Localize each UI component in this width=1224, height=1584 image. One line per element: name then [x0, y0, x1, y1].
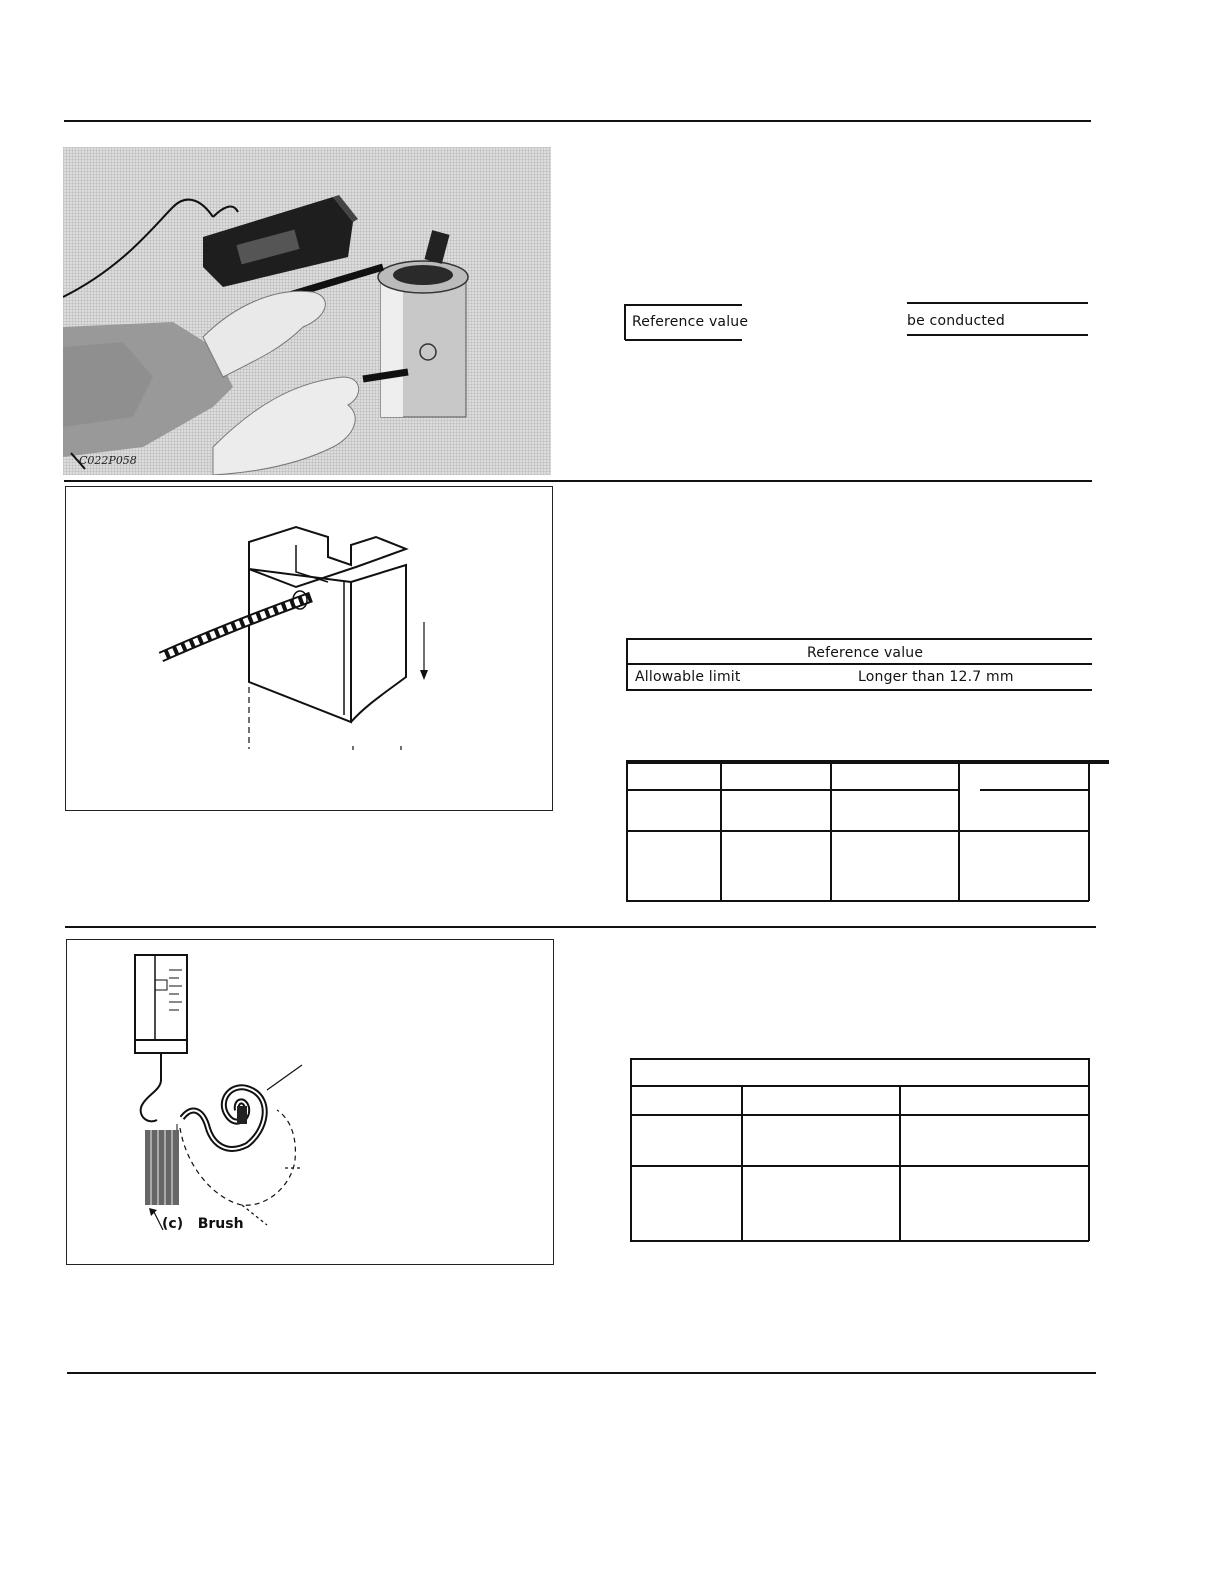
mid-rule-2	[65, 926, 1096, 928]
s1-table-left-edge	[624, 304, 626, 340]
photo-caption: C022P058	[79, 454, 137, 467]
s2-table-bottom	[626, 689, 1092, 691]
figure-brush-length	[65, 486, 553, 811]
spring-tension-diagram	[67, 940, 553, 1264]
s1-table-top-right	[907, 302, 1088, 304]
mid-rule-1	[64, 480, 1092, 482]
figure-photo-tester	[63, 147, 551, 475]
figure-spring-tension	[66, 939, 554, 1265]
s2-table-middle	[626, 663, 1092, 665]
s1-reference-value-text: be conducted	[907, 313, 1005, 329]
s2-table-top	[626, 638, 1092, 640]
s2-allowable-limit-value: Longer than 12.7 mm	[858, 669, 1014, 685]
photo-illustration	[63, 147, 551, 475]
s1-reference-value-label: Reference value	[632, 314, 749, 330]
brush-length-diagram	[66, 487, 552, 810]
top-rule	[64, 120, 1091, 122]
s1-table-bottom-right	[907, 334, 1088, 336]
s2-table-left-edge	[626, 638, 628, 690]
bottom-rule	[67, 1372, 1096, 1374]
s2-reference-value-header: Reference value	[807, 645, 924, 661]
s1-table-top-left	[625, 304, 742, 306]
s1-table-bottom-left	[625, 339, 742, 341]
s2-allowable-limit-label: Allowable limit	[635, 669, 741, 685]
brush-label: (c) Brush	[162, 1216, 244, 1232]
